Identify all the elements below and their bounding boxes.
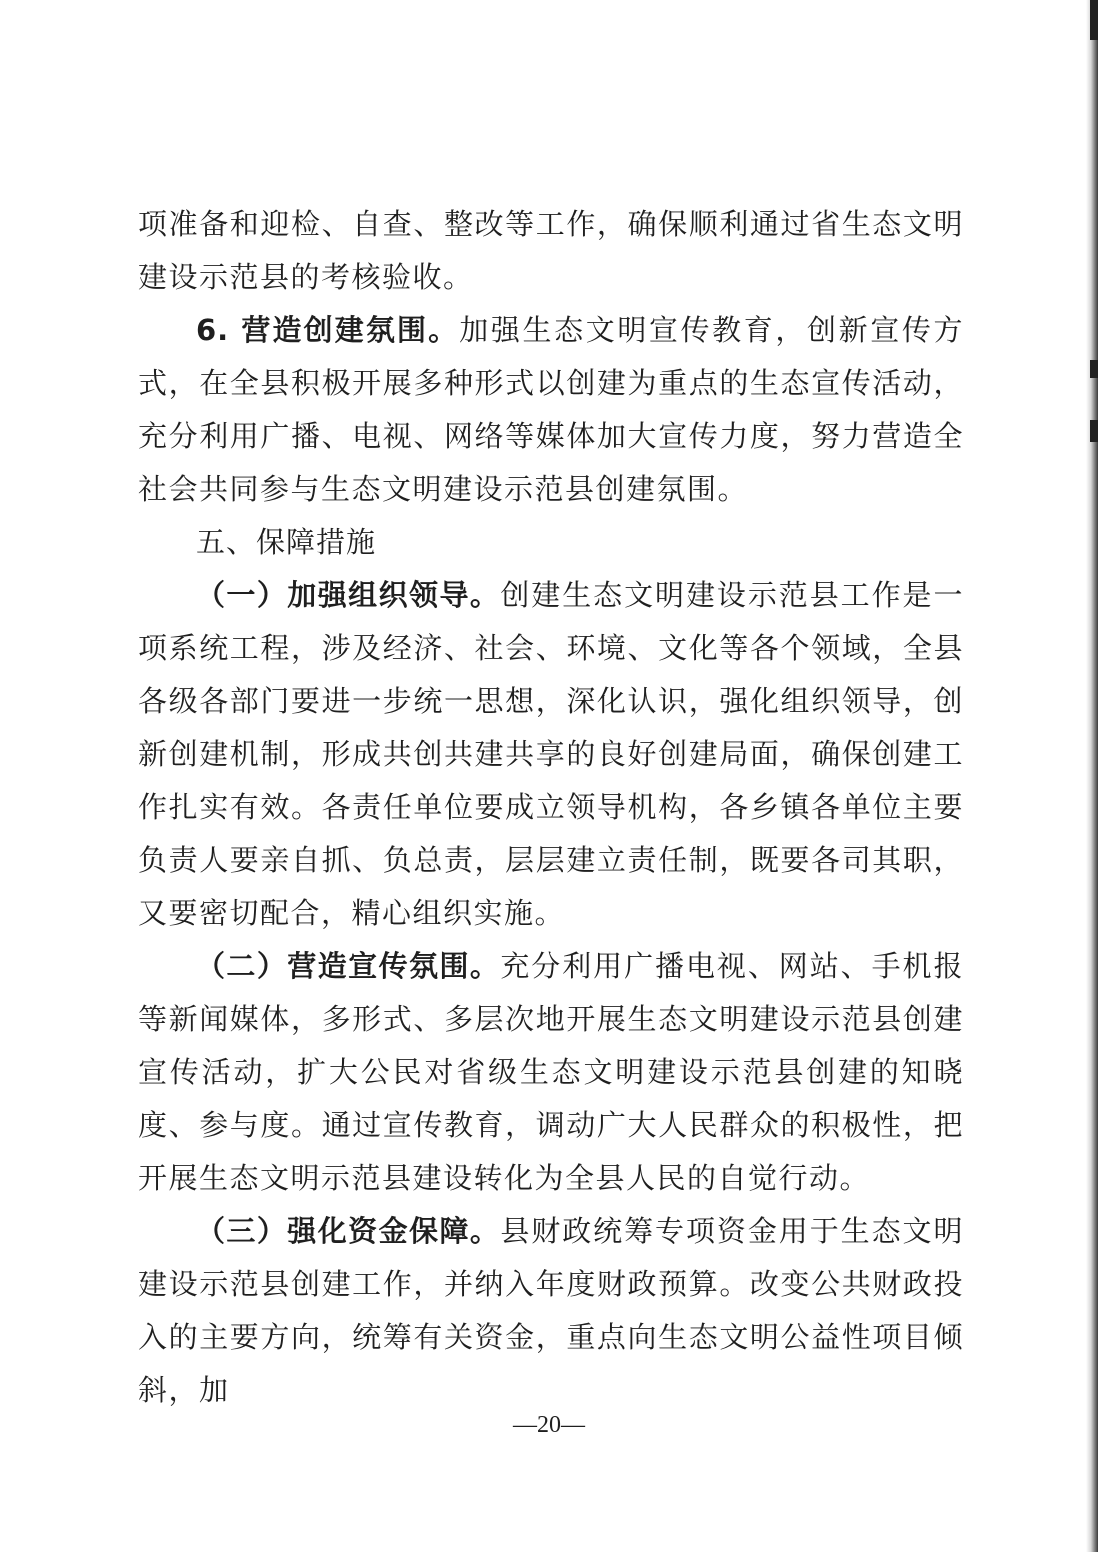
paragraph-lead: （二）营造宣传氛围。 xyxy=(196,949,501,983)
paragraph-item-6 xyxy=(138,304,964,516)
paragraph-text: 充分利用广播电视、网站、手机报等新闻媒体，多形式、多层次地开展生态文明建设示范县创建宣传活动，扩大公民对省级生态文明建设示范县创建的知晓度、参与度。通过宣传教育，调动广大人民群众的积极性，把开展生态文明示范县建设转化为全县人民的自觉行动。 xyxy=(138,949,964,1195)
paragraph-text: 项准备和迎检、自查、整改等工作，确保顺利通过省生态文明建设示范县的考核验收。 xyxy=(138,207,964,294)
scan-edge-mark xyxy=(1090,420,1098,442)
paragraph-text: 创建生态文明建设示范县工作是一项系统工程，涉及经济、社会、环境、文化等各个领域，全县各级各部门要进一步统一思想，深化认识，强化组织领导，创新创建机制，形成共创共建共享的良好创建局面，确保创建工作扎实有效。各责任单位要成立领导机构，各乡镇各单位主要负责人要亲自抓、负总责，层层建立责任制，既要各司其职，又要密切配合，精心组织实施。 xyxy=(138,578,964,930)
paragraph-lead: 6. 营造创建氛围。 xyxy=(196,313,460,347)
paragraph-lead: （一）加强组织领导。 xyxy=(196,578,501,612)
paragraph-sub-3 xyxy=(138,1205,964,1417)
scan-page-edge xyxy=(1086,0,1098,1552)
section-heading: 五、保障措施 xyxy=(196,525,377,559)
scan-edge-mark-top xyxy=(1090,0,1098,40)
document-body xyxy=(138,198,964,1417)
paragraph-text: 县财政统筹专项资金用于生态文明建设示范县创建工作，并纳入年度财政预算。改变公共财政投入的主要方向，统筹有关资金，重点向生态文明公益性项目倾斜，加 xyxy=(138,1214,964,1407)
paragraph-text: 加强生态文明宣传教育，创新宣传方式，在全县积极开展多种形式以创建为重点的生态宣传活动，充分利用广播、电视、网络等媒体加大宣传力度，努力营造全社会共同参与生态文明建设示范县创建氛围。 xyxy=(138,313,964,506)
paragraph-continued xyxy=(138,198,964,304)
page-number: —20— xyxy=(513,1412,585,1438)
paragraph-lead: （三）强化资金保障。 xyxy=(196,1214,501,1248)
scan-edge-mark xyxy=(1090,360,1098,378)
paragraph-sub-2 xyxy=(138,940,964,1205)
paragraph-sub-1 xyxy=(138,569,964,940)
